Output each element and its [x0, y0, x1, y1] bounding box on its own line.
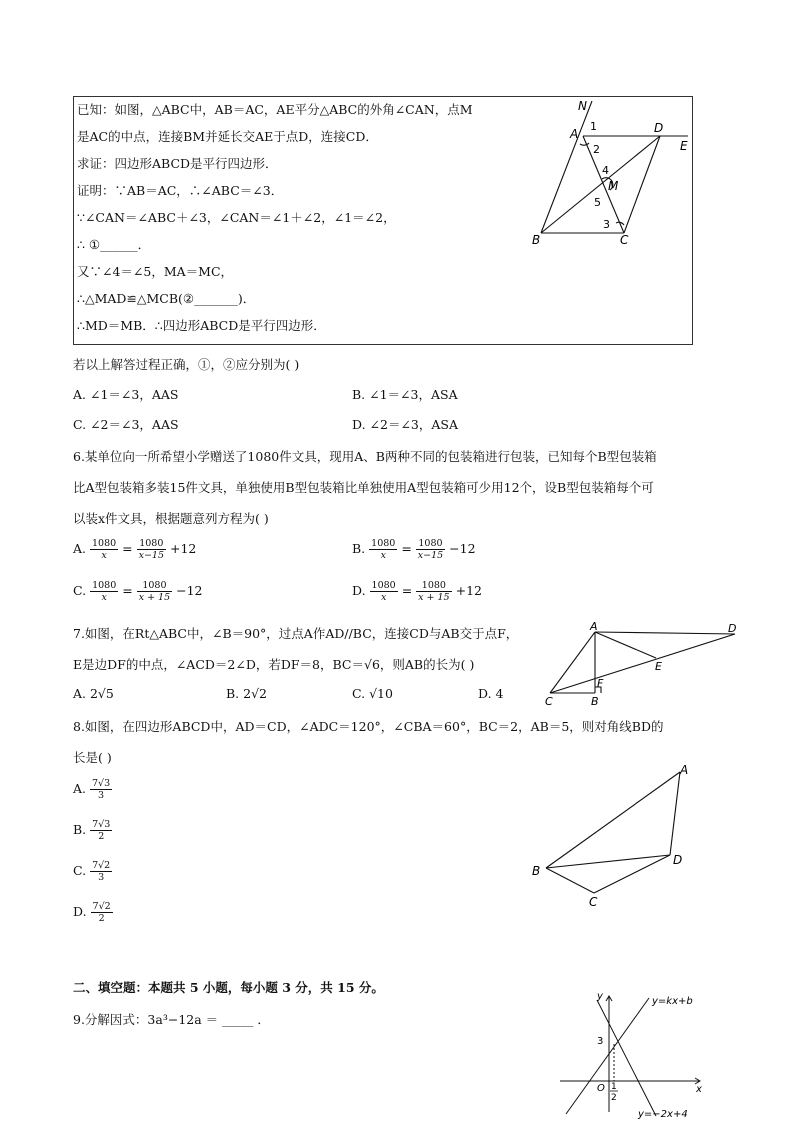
label-D: D	[728, 622, 737, 635]
parallelogram-figure	[520, 98, 692, 248]
q6-line: 6.某单位向一所希望小学赠送了1080件文具，现用A、B两种不同的包装箱进行包装，已知每个B型包装箱	[73, 449, 657, 464]
q8-option-d[interactable]: D. $\frac{7√2}{2}$	[73, 901, 111, 924]
label-C: C	[589, 895, 598, 909]
q6-line: 比A型包装箱多装15件文具，单独使用B型包装箱比单独使用A型包装箱可少用12个，设B型包装箱每个可	[73, 480, 654, 495]
q6-line: 以装x件文具，根据题意列方程为( )	[73, 511, 269, 526]
q7-line: E是边DF的中点，∠ACD＝2∠D，若DF＝8，BC＝√6，则AB的长为( )	[73, 657, 475, 672]
label-B: B	[532, 864, 541, 878]
q7-option-d[interactable]: D. 4	[478, 686, 504, 701]
q7-option-a[interactable]: A. 2√5	[73, 686, 114, 701]
q8-line: 8.如图，在四边形ABCD中，AD＝CD，∠ADC＝120°，∠CBA＝60°，BC＝2，AB＝5，则对角线BD的	[73, 719, 664, 734]
label-F: F	[597, 677, 604, 690]
label-5: 5	[594, 196, 601, 209]
label-half-num: 1	[611, 1082, 617, 1092]
q8-option-b[interactable]: B. $\frac{7√3}{2}$	[73, 819, 111, 842]
label-A: A	[680, 763, 689, 777]
q6-option-a[interactable]: A. $\frac{1080}{x}$ = $\frac{1080}{x-15}$ +12	[73, 538, 197, 561]
label-half-den: 2	[611, 1093, 617, 1103]
linear-graph-figure	[552, 988, 712, 1120]
label-N: N	[578, 99, 587, 113]
q8-line: 长是( )	[73, 750, 112, 765]
q7-option-b[interactable]: B. 2√2	[226, 686, 268, 701]
label-A: A	[590, 620, 598, 633]
label-E: E	[655, 660, 662, 673]
label-2: 2	[593, 143, 600, 156]
label-A: A	[570, 127, 579, 141]
proof-line: ∴△MAD≌△MCB(②_______)．	[77, 291, 256, 306]
label-O: O	[597, 1083, 605, 1094]
quadrilateral-figure	[528, 760, 698, 912]
proof-line: ∵∠CAN＝∠ABC＋∠3，∠CAN＝∠1＋∠2，∠1＝∠2，	[77, 210, 396, 225]
label-x: x	[696, 1084, 702, 1095]
label-B: B	[591, 695, 599, 708]
q5-option-c[interactable]: C. ∠2＝∠3，AAS	[73, 417, 179, 432]
proof-line: 求证：四边形ABCD是平行四边形．	[77, 156, 278, 171]
q5-option-d[interactable]: D. ∠2＝∠3，ASA	[352, 417, 458, 432]
q5-stem: 若以上解答过程正确，①，②应分别为( )	[73, 357, 300, 372]
label-y: y	[597, 991, 603, 1002]
label-y-neg2x-4: y=−2x+4	[638, 1109, 688, 1120]
proof-line: ∴ ①______．	[77, 237, 151, 252]
proof-line: 已知：如图，△ABC中，AB＝AC，AE平分△ABC的外角∠CAN，点M	[77, 102, 473, 117]
label-D: D	[654, 121, 664, 135]
label-3: 3	[603, 218, 610, 231]
label-3: 3	[597, 1036, 604, 1047]
right-triangle-figure	[542, 620, 742, 708]
q8-option-c[interactable]: C. $\frac{7√2}{3}$	[73, 860, 111, 883]
label-1: 1	[590, 120, 597, 133]
q6-option-d[interactable]: D. $\frac{1080}{x}$ = $\frac{1080}{x + 15}$ +12	[352, 580, 482, 603]
q5-option-a[interactable]: A. ∠1＝∠3，AAS	[73, 387, 179, 402]
q5-option-b[interactable]: B. ∠1＝∠3，ASA	[352, 387, 458, 402]
label-y-kx-b: y=kx+b	[652, 996, 693, 1007]
proof-line: 是AC的中点，连接BM并延长交AE于点D，连接CD．	[77, 129, 378, 144]
q6-option-b[interactable]: B. $\frac{1080}{x}$ = $\frac{1080}{x-15}$ −12	[352, 538, 476, 561]
q7-option-c[interactable]: C. √10	[352, 686, 393, 701]
q6-option-c[interactable]: C. $\frac{1080}{x}$ = $\frac{1080}{x + 15}$ −12	[73, 580, 203, 603]
proof-line: ∴MD＝MB．∴四边形ABCD是平行四边形．	[77, 318, 326, 333]
label-C: C	[620, 233, 629, 247]
label-C: C	[545, 695, 553, 708]
section2-heading: 二、填空题：本题共 5 小题，每小题 3 分，共 15 分。	[73, 980, 384, 995]
label-M: M	[608, 179, 619, 193]
q9-text: 9.分解因式：3a³−12a ＝ _____ ．	[73, 1012, 270, 1027]
proof-line: 又∵∠4＝∠5，MA＝MC，	[77, 264, 234, 279]
label-B: B	[532, 233, 541, 247]
q7-line: 7.如图，在Rt△ABC中，∠B＝90°，过点A作AD//BC，连接CD与AB交于点F，	[73, 626, 519, 641]
label-4: 4	[602, 164, 609, 177]
label-E: E	[680, 139, 688, 153]
proof-line: 证明：∵AB＝AC，∴∠ABC＝∠3．	[77, 183, 284, 198]
label-D: D	[673, 853, 683, 867]
q8-option-a[interactable]: A. $\frac{7√3}{3}$	[73, 778, 111, 801]
